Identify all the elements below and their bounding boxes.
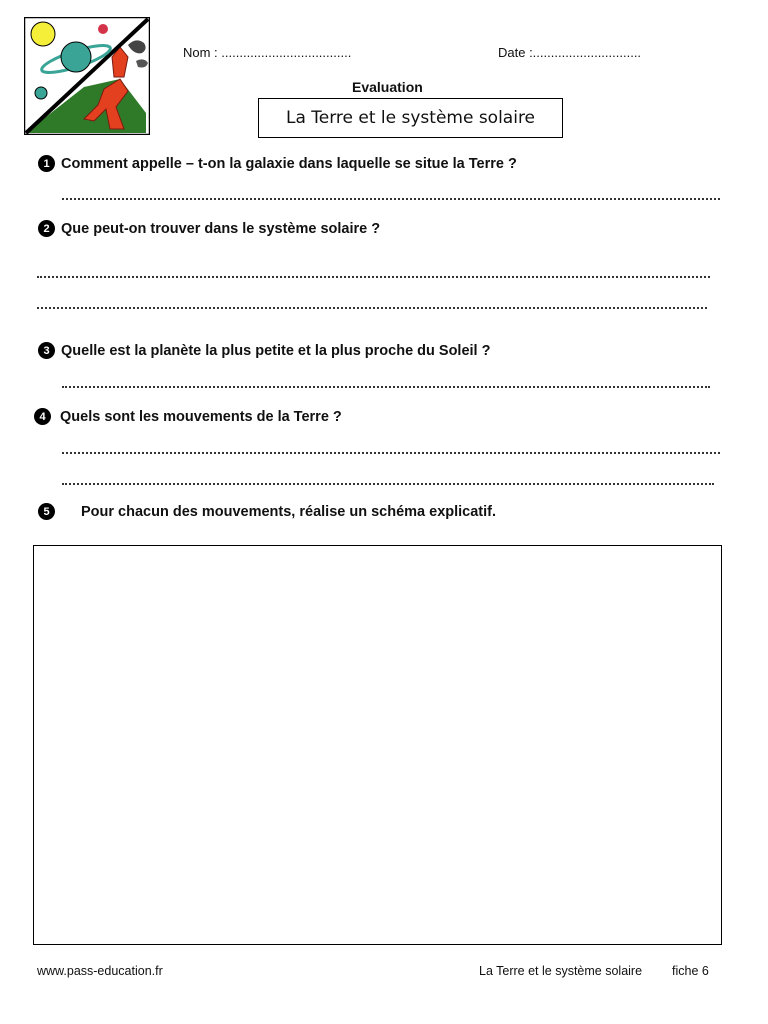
page-title: La Terre et le système solaire xyxy=(285,108,536,128)
question-text-5: Pour chacun des mouvements, réalise un schéma explicatif. xyxy=(81,503,497,520)
question-number-4: 4 xyxy=(34,408,51,425)
question-1 xyxy=(38,155,517,172)
question-3 xyxy=(38,342,490,359)
answer-line xyxy=(37,276,710,278)
answer-line xyxy=(62,386,710,388)
answer-line xyxy=(62,483,714,485)
answer-line xyxy=(62,198,720,200)
question-text-1: Comment appelle – t-on la galaxie dans laquelle se situe la Terre ? xyxy=(61,155,517,172)
footer-website: www.pass-education.fr xyxy=(37,964,163,978)
space-volcano-logo-icon xyxy=(24,17,150,135)
question-text-3: Quelle est la planète la plus petite et la plus proche du Soleil ? xyxy=(61,342,491,359)
footer-sheet-number: fiche 6 xyxy=(672,964,709,978)
date-field-label: Date :.............................. xyxy=(498,45,642,60)
question-number-1: 1 xyxy=(38,155,55,172)
question-number-5: 5 xyxy=(38,503,55,520)
question-number-2: 2 xyxy=(38,220,55,237)
answer-line xyxy=(62,452,720,454)
question-4 xyxy=(34,408,342,425)
question-text-2: Que peut-on trouver dans le système solaire ? xyxy=(61,220,381,237)
answer-line xyxy=(37,307,707,309)
question-text-4: Quels sont les mouvements de la Terre ? xyxy=(60,408,342,425)
name-field-label: Nom : .................................... xyxy=(183,45,352,60)
page-title-box xyxy=(258,98,563,138)
footer-subject: La Terre et le système solaire xyxy=(479,964,643,978)
diagram-drawing-area[interactable] xyxy=(33,545,722,945)
evaluation-heading: Evaluation xyxy=(352,79,423,95)
question-number-3: 3 xyxy=(38,342,55,359)
question-5 xyxy=(38,503,496,520)
question-2 xyxy=(38,220,380,237)
